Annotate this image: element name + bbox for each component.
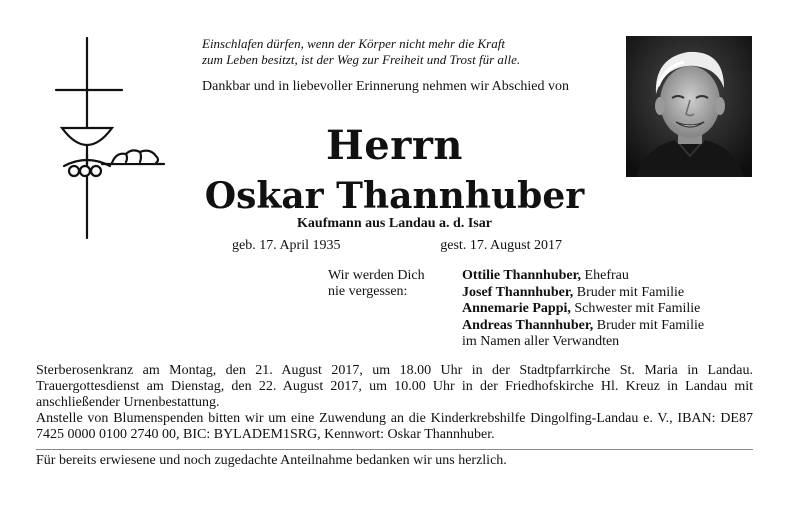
service-paragraph-1: Sterberosenkranz am Montag, den 21. August 2017, um 18.00 Uhr in der Stadtpfarrkirche St. Maria in Landau. Trauergottesdienst am Dienstag, den 22. August 2017, um 10.00 Uhr in der Friedhofskirche Hl. Kreuz in Landau mit anschließender Urnenbestattung.: [36, 363, 753, 410]
family-member-relation: Schwester mit Familie: [574, 301, 701, 316]
family-member-name: Andreas Thannhuber,: [462, 317, 594, 333]
remember-line-2: nie vergessen:: [328, 284, 408, 299]
birth-date: geb. 17. April 1935: [232, 238, 341, 253]
family-member: [462, 268, 762, 285]
divider: [36, 449, 753, 450]
family-member-relation: Bruder mit Familie: [596, 317, 705, 333]
family-member: [462, 318, 762, 335]
opening-quote: [202, 36, 612, 68]
service-paragraph-2: Anstelle von Blumenspenden bitten wir um eine Zuwendung an die Kinderkrebshilfe Dingolfing-Landau e. V., IBAN: DE87 7425 0000 0100 2740 00, BIC: BYLADEM1SRG, Kennwort: Oskar Thannhuber.: [36, 411, 753, 442]
occupation: Kaufmann aus Landau a. d. Isar: [297, 216, 492, 231]
family-member-relation: Ehefrau: [584, 268, 629, 283]
portrait-image: [626, 36, 752, 177]
life-dates: [232, 238, 562, 254]
remember-text: [328, 268, 458, 300]
thanks-text: Für bereits erwiesene und noch zugedachte Anteilnahme bedanken wir uns herzlich.: [36, 453, 507, 468]
service-details: [36, 363, 753, 443]
quote-line-2: zum Leben besitzt, ist der Weg zur Freiheit und Trost für alle.: [202, 52, 521, 67]
family-member-name: Ottilie Thannhuber,: [462, 268, 582, 283]
family-member: [462, 285, 762, 302]
remember-line-1: Wir werden Dich: [328, 268, 425, 283]
death-date: gest. 17. August 2017: [440, 238, 562, 253]
family-member-relation: Bruder mit Familie: [576, 284, 685, 300]
family-member: [462, 301, 762, 318]
cross-with-chalice-and-bread-icon: [52, 36, 172, 241]
intro-text: Dankbar und in liebevoller Erinnerung nehmen wir Abschied von: [202, 79, 570, 94]
family-member-name: Annemarie Pappi,: [462, 301, 571, 316]
deceased-name: Oskar Thannhuber: [204, 175, 585, 217]
quote-line-1: Einschlafen dürfen, wenn der Körper nicht mehr die Kraft: [202, 36, 505, 51]
family-member-name: Josef Thannhuber,: [462, 284, 574, 300]
family-closing: im Namen aller Verwandten: [462, 334, 620, 349]
salutation: Herrn: [326, 122, 463, 169]
family-list: [462, 268, 762, 351]
portrait-photo: [626, 36, 752, 177]
